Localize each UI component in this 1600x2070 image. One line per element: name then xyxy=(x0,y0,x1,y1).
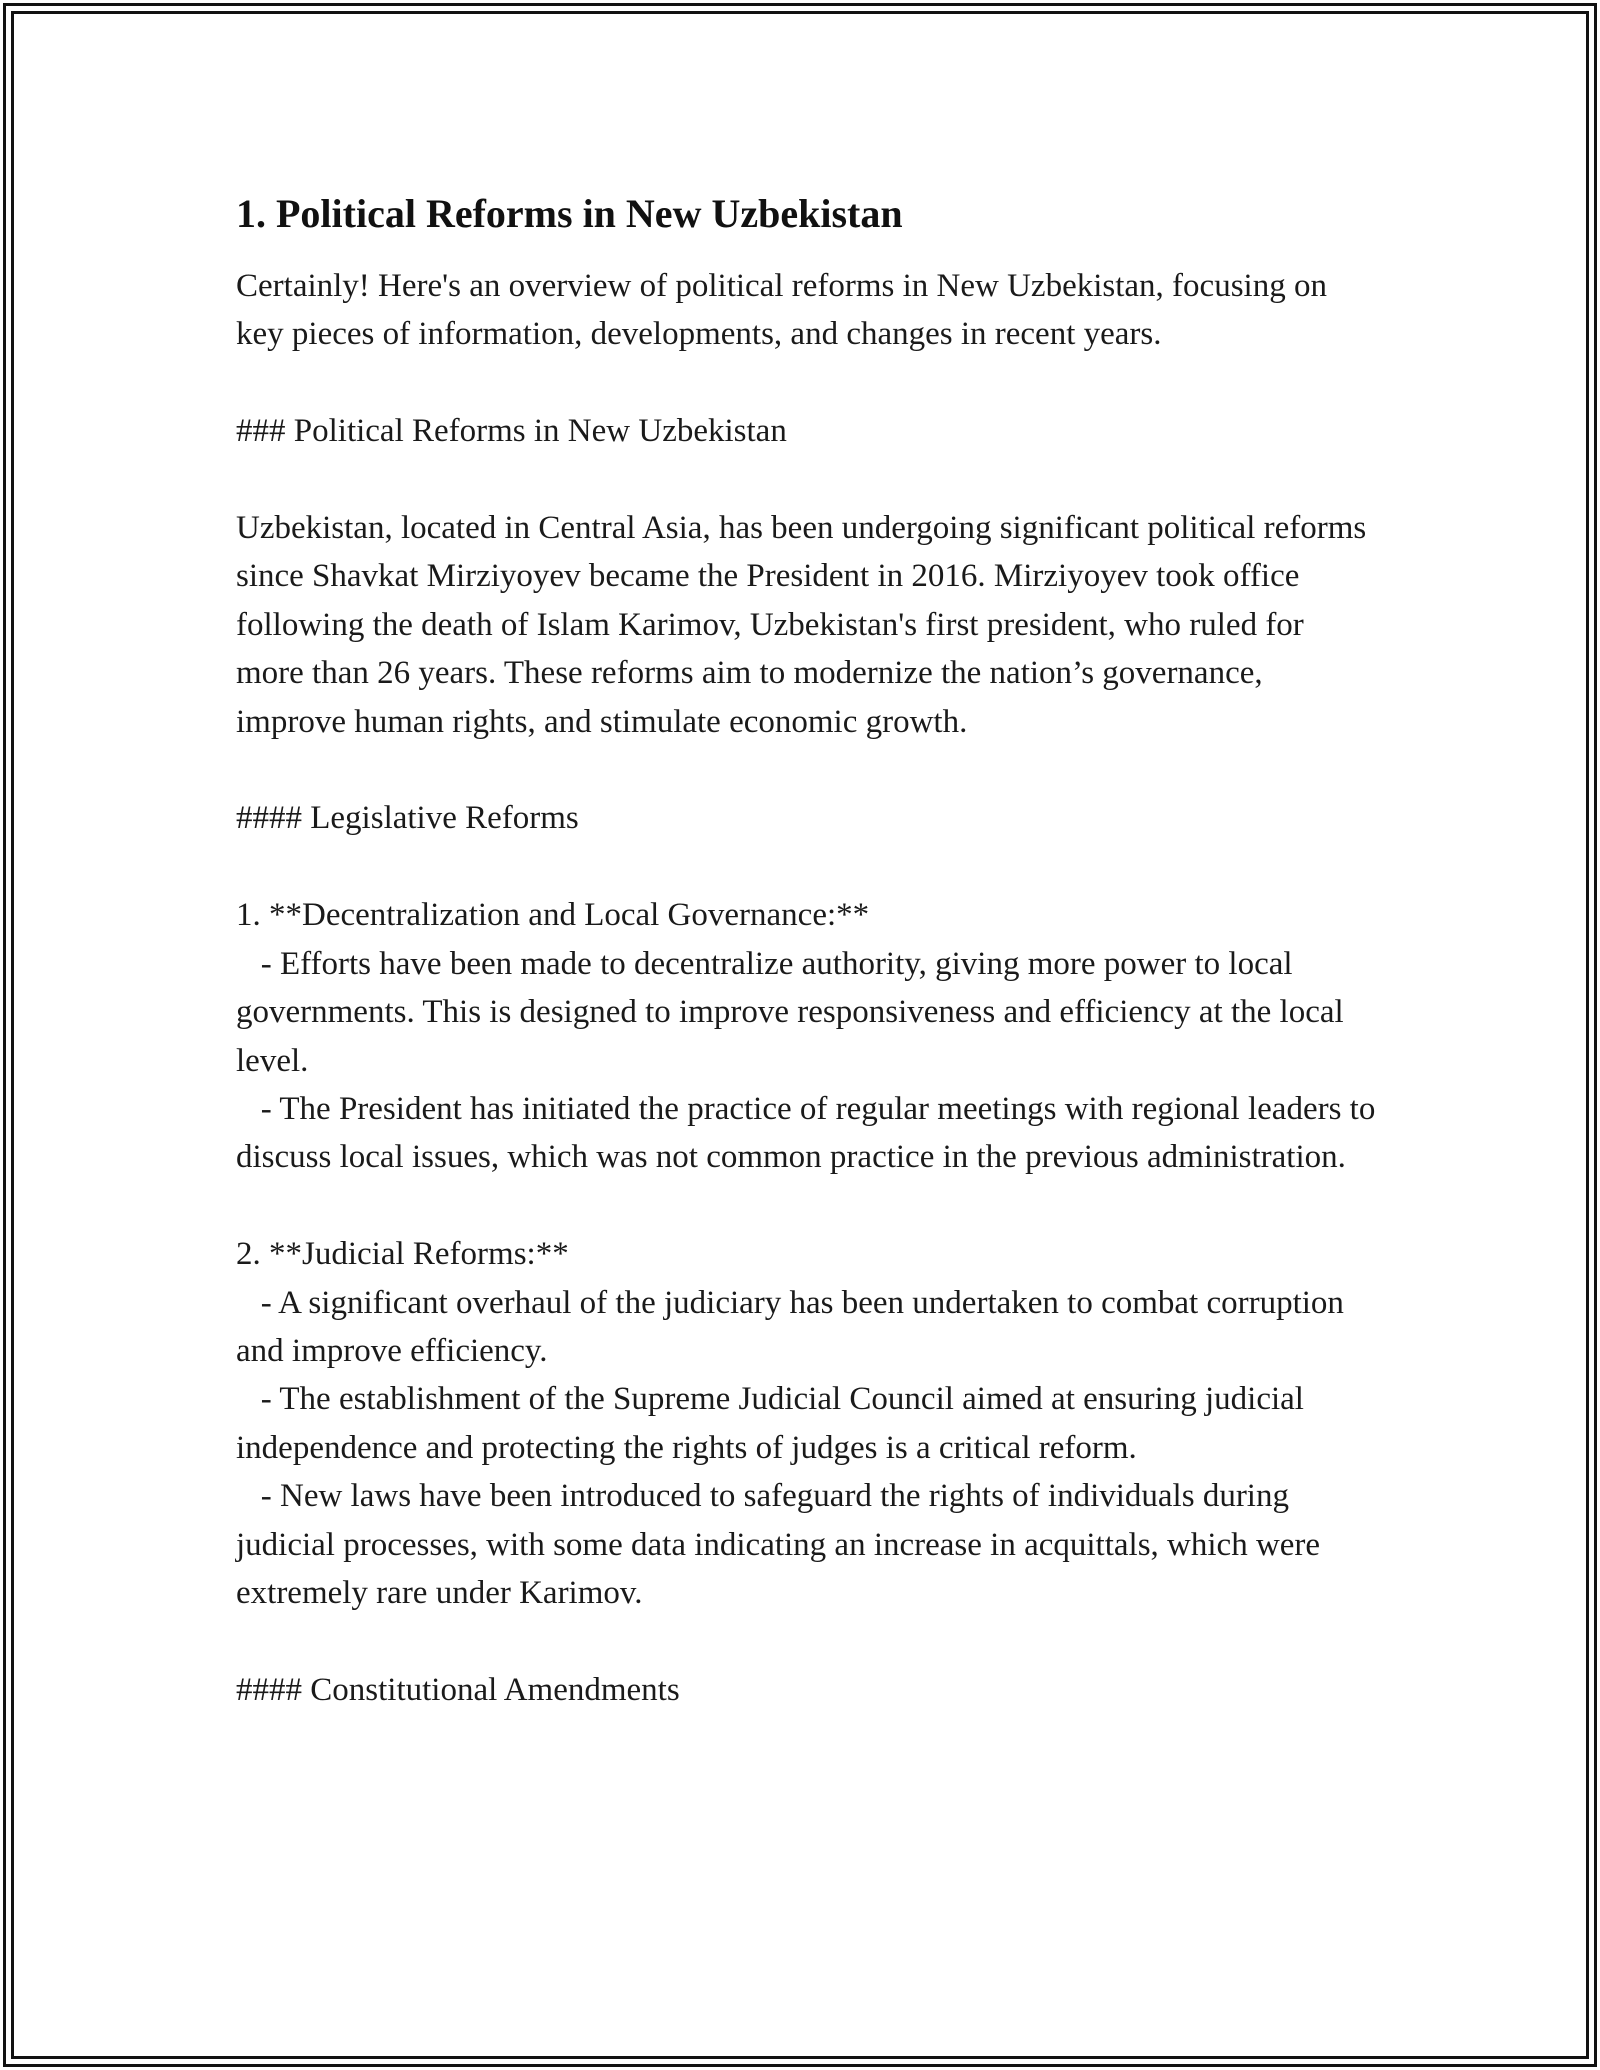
document-body: Certainly! Here's an overview of political reforms in New Uzbekistan, focusing on key pieces of information, developments, and changes in recent years. ### Political Reforms in New Uzbekistan Uzbekistan, located in Central Asia, has been undergoing significant political reforms since Shavkat Mirziyoyev became the President in 2016. Mirziyoyev took office following the death of Islam Karimov, Uzbekistan's first president, who ruled for more than 26 years. These reforms aim to modernize the nation’s governance, improve human rights, and stimulate economic growth. #### Legislative Reforms 1. **Decentralization and Local Governance:** - Efforts have been made to decentralize authority, giving more power to local governments. This is designed to improve responsiveness and efficiency at the local level. - The President has initiated the practice of regular meetings with regional leaders to discuss local issues, which was not common practice in the previous administration. 2. **Judicial Reforms:** - A significant overhaul of the judiciary has been undertaken to combat corruption and improve efficiency. - The establishment of the Supreme Judicial Council aimed at ensuring judicial independence and protecting the rights of judges is a critical reform. - New laws have been introduced to safeguard the rights of individuals during judicial processes, with some data indicating an increase in acquittals, which were extremely rare under Karimov. #### Constitutional Amendments xyxy=(236,268,1376,1708)
document-page xyxy=(236,188,1376,1714)
document-title: 1. Political Reforms in New Uzbekistan xyxy=(236,191,903,236)
